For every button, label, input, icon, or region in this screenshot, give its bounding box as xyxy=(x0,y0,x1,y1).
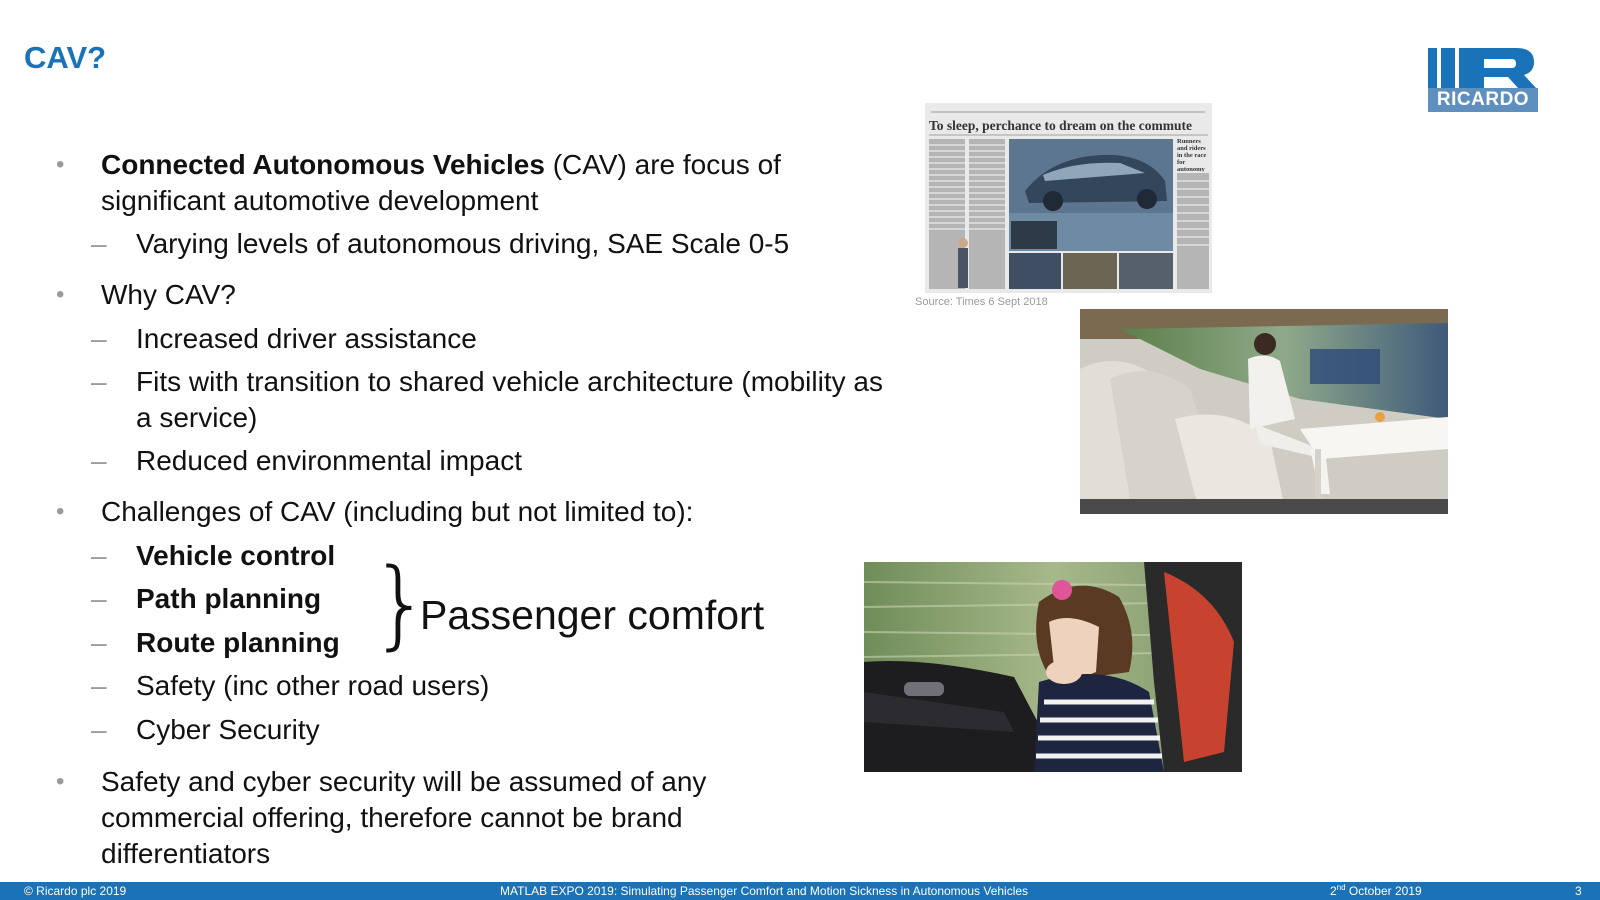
bullet-text: Vehicle control xyxy=(136,540,336,571)
bullet-text: Safety (inc other road users) xyxy=(136,670,490,701)
bullet-text: Cyber Security xyxy=(136,714,320,745)
bullet-dot: • xyxy=(56,498,65,525)
bullet-dot: • xyxy=(56,151,65,178)
bullet-dash: – xyxy=(91,714,107,745)
slide-title: CAV? xyxy=(24,40,107,75)
bullet-text: Route planning xyxy=(136,627,340,658)
bullet-text: (CAV) are focus of significant automotive development xyxy=(101,149,781,216)
bullet-text: Fits with transition to shared vehicle architecture (mobility as a service) xyxy=(136,366,883,433)
ricardo-logo-text: RICARDO xyxy=(1428,88,1538,112)
bullet-dash: – xyxy=(91,670,107,701)
bullet-text: Varying levels of autonomous driving, SAE Scale 0-5 xyxy=(136,228,790,259)
footer-copyright: © Ricardo plc 2019 xyxy=(24,884,127,898)
bullet-text: Increased driver assistance xyxy=(136,323,477,354)
bullet-dash: – xyxy=(91,627,107,658)
passenger-comfort-label: Passenger comfort xyxy=(420,592,765,638)
newspaper-clipping-image xyxy=(925,103,1212,293)
bullet-dash: – xyxy=(91,583,107,614)
bullet-dot: • xyxy=(56,281,65,308)
bullet-bold-text: Connected Autonomous Vehicles xyxy=(101,149,545,180)
bullet-dash: – xyxy=(91,228,107,259)
footer-bar xyxy=(0,882,1600,900)
car-interior-image xyxy=(1080,309,1448,514)
bullet-text: Challenges of CAV (including but not limited to): xyxy=(101,496,694,527)
footer-page-number: 3 xyxy=(1575,884,1582,898)
newspaper-headline: To sleep, perchance to dream on the commute xyxy=(929,118,1192,133)
bullet-text: Safety and cyber security will be assumed of any commercial offering, therefore cannot be brand differentiators xyxy=(101,766,707,869)
child-motion-sickness-image xyxy=(864,562,1242,772)
bullet-dash: – xyxy=(91,366,107,397)
footer-event-title: MATLAB EXPO 2019: Simulating Passenger Comfort and Motion Sickness in Autonomous Vehicles xyxy=(500,884,1029,898)
bullet-dash: – xyxy=(91,445,107,476)
bullet-text: Why CAV? xyxy=(101,279,236,310)
bullet-dot: • xyxy=(56,768,65,795)
footer-date: 2nd October 2019 xyxy=(1330,883,1422,898)
ricardo-logo xyxy=(1428,48,1538,112)
newspaper-source-caption: Source: Times 6 Sept 2018 xyxy=(915,296,1048,308)
bullet-dash: – xyxy=(91,323,107,354)
bullet-text: Reduced environmental impact xyxy=(136,445,522,476)
bullet-text: Path planning xyxy=(136,583,322,614)
right-brace-icon: } xyxy=(370,548,432,660)
ricardo-logo-mark xyxy=(1428,48,1538,90)
newspaper-side-text: Runners and riders in the race for autonomy xyxy=(1177,138,1207,172)
bullet-dash: – xyxy=(91,540,107,571)
